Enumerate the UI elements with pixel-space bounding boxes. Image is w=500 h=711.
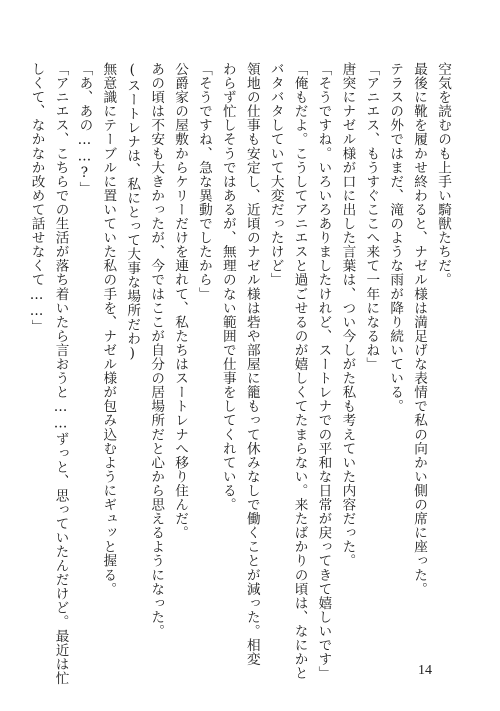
text-line: 「そうですね。いろいろありましたけれど、スートレナでの平和な日常が戻ってきて嬉しいです」 [315,62,332,681]
text-line: テラスの外ではまだ、滝のような雨が降り続いている。 [387,62,404,414]
text-line: 「そうですね、急な異動でしたから」 [195,62,212,301]
text-line: バタバタしていて大変だったけど」 [267,62,284,287]
text-line: 無意識にテーブルに置いていた私の手を、ナゼル様が包み込むようにギュッと握る。 [100,62,117,596]
page-number: 14 [418,663,432,678]
text-line: あの頃は不安も大きかったが、今ではここが自分の居場所だと心から思えるようになった。 [148,62,165,639]
text-line: 「俺もだよ。こうしてアニエスと過ごせるのが嬉しくてたまらない。来たばかりの頃は、なにかと [291,62,308,681]
text-line: 空気を読むのも上手い騎獣たちだ。 [435,62,451,287]
text-line: 「アニエス、もうすぐここへ来て一年になるね」 [363,62,380,372]
text-line: 「あ、あの……?」 [76,62,93,196]
text-line: 「アニエス、こちらでの生活が落ち着いたら言おうと……ずっと、思っていたんだけど。最近は忙 [52,62,69,685]
text-line: 唐突にナゼル様が口に出した言葉は、つい今しがた私も考えていた内容だった。 [339,62,356,568]
text-line: 公爵家の屋敷からケリーだけを連れて、私たちはスートレナへ移り住んだ。 [172,62,189,540]
text-line: しくて、なかなか改めて話せなくて……」 [28,62,45,334]
text-line: (スートレナは、私にとって大事な場所だわ) [124,62,141,362]
text-line: 領地の仕事も安定し、近頃のナゼル様は砦や部屋に籠もって休みなしで働くことが減った。相変 [243,62,260,667]
text-line: わらず忙しそうではあるが、無理のない範囲で仕事をしてくれている。 [219,62,236,512]
text-line: 最後に靴を履かせ終わると、ナゼル様は満足げな表情で私の向かい側の席に座った。 [411,62,428,596]
